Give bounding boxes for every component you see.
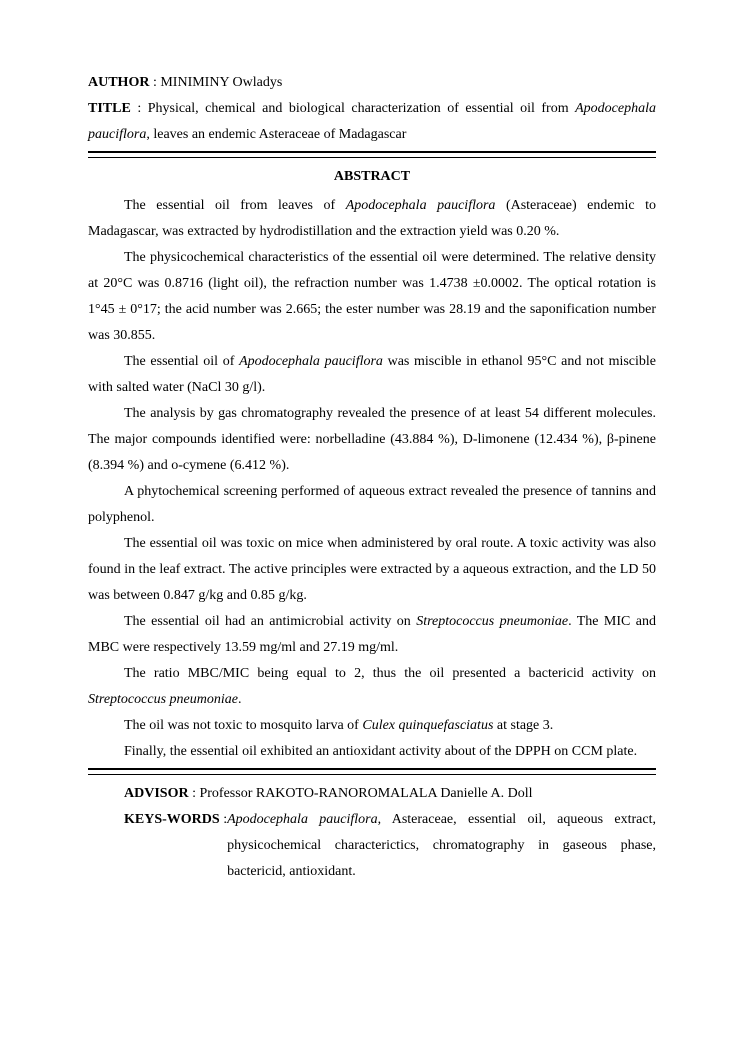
title-separator: : [130,101,148,116]
top-divider [88,151,656,158]
p1-text-b: (Asteraceae) endemic to Madagascar, was extracted by hydrodistillation and the extraction yield was 0.20 %. [88,198,656,239]
p3-text-b: was miscible in ethanol 95°C and not miscible with salted water (NaCl 30 g/l). [88,354,657,395]
p8-species: Streptococcus pneumoniae [88,692,238,707]
p3-text-a: The essential oil of [124,354,240,369]
advisor-label: ADVISOR [124,786,189,801]
abstract-heading: ABSTRACT [333,169,411,184]
p9-text-a: The oil was not toxic to mosquito larva of [124,718,363,733]
author-label: AUTHOR [88,75,150,90]
advisor-line [88,781,656,807]
keywords-line [88,807,656,885]
author-name: MINIMINY Owladys [160,75,283,90]
author-separator: : [149,75,161,90]
p7-text-b: . The MIC and MBC were respectively 13.59 mg/ml and 27.19 mg/ml. [88,614,656,655]
p1-text-a: The essential oil from leaves of [124,198,346,213]
p9-species: Culex quinquefasciatus [362,718,494,733]
p7-species: Streptococcus pneumoniae [416,614,569,629]
p3-species: Apodocephala pauciflora [239,354,383,369]
title-text-start: Physical, chemical and biological characterization of essential oil from [147,101,576,116]
keywords-list [227,807,656,885]
p1-species: Apodocephala pauciflora [345,198,496,213]
abstract-paragraph-3 [88,349,656,401]
keywords-label-group [124,807,227,885]
abstract-paragraph-5: A phytochemical screening performed of aqueous extract revealed the presence of tannins and polyphenol. [88,484,656,525]
abstract-paragraph-4: The analysis by gas chromatography revealed the presence of at least 54 different molecules. The major compounds identified were: norbelladine (43.884 %), D-limonene (12.434 %), β-pinene (8.394 %) and o-cymene (6.412 %). [88,406,656,473]
title-species: Apodocephala pauciflora [88,101,656,142]
title-line [88,96,656,148]
abstract-paragraph-9 [88,713,656,739]
keywords-label: KEYS-WORDS [124,812,220,827]
abstract-paragraph-7 [88,609,656,661]
abstract-paragraph-6: The essential oil was toxic on mice when administered by oral route. A toxic activity was also found in the leaf extract. The active principles were extracted by a aqueous extraction, and the LD 50 was between 0.847 g/kg and 0.85 g/kg. [88,536,656,603]
abstract-paragraph-1 [88,193,656,245]
keywords-rest: , Asteraceae, essential oil, aqueous extract, physicochemical characterictics, chromatography in gaseous phase, bactericid, antioxidant. [227,812,656,879]
abstract-paragraph-10: Finally, the essential oil exhibited an antioxidant activity about of the DPPH on CCM plate. [124,744,638,759]
author-line [88,70,656,96]
keywords-species: Apodocephala pauciflora [227,812,378,827]
p8-text-a: The ratio MBC/MIC being equal to 2, thus the oil presented a bactericid activity on [124,666,656,681]
keywords-separator: : [219,812,228,827]
p7-text-a: The essential oil had an antimicrobial activity on [124,614,417,629]
p8-text-b: . [237,692,242,707]
title-text-end: , leaves an endemic Asteraceae of Madagascar [146,127,407,142]
bottom-divider [88,768,656,775]
abstract-paragraph-2: The physicochemical characteristics of the essential oil were determined. The relative density at 20°C was 0.8716 (light oil), the refraction number was 1.4738 ±0.0002. The optical rotation is 1°45 ± 0°17; the acid number was 2.665; the ester number was 28.19 and the saponification number was 30.855. [88,250,656,343]
p9-text-b: at stage 3. [493,718,554,733]
abstract-paragraph-8 [88,661,656,713]
title-label: TITLE [88,101,131,116]
advisor-name: Professor RAKOTO-RANOROMALALA Danielle A. Doll [199,786,533,801]
advisor-separator: : [188,786,200,801]
document-page [88,70,656,885]
